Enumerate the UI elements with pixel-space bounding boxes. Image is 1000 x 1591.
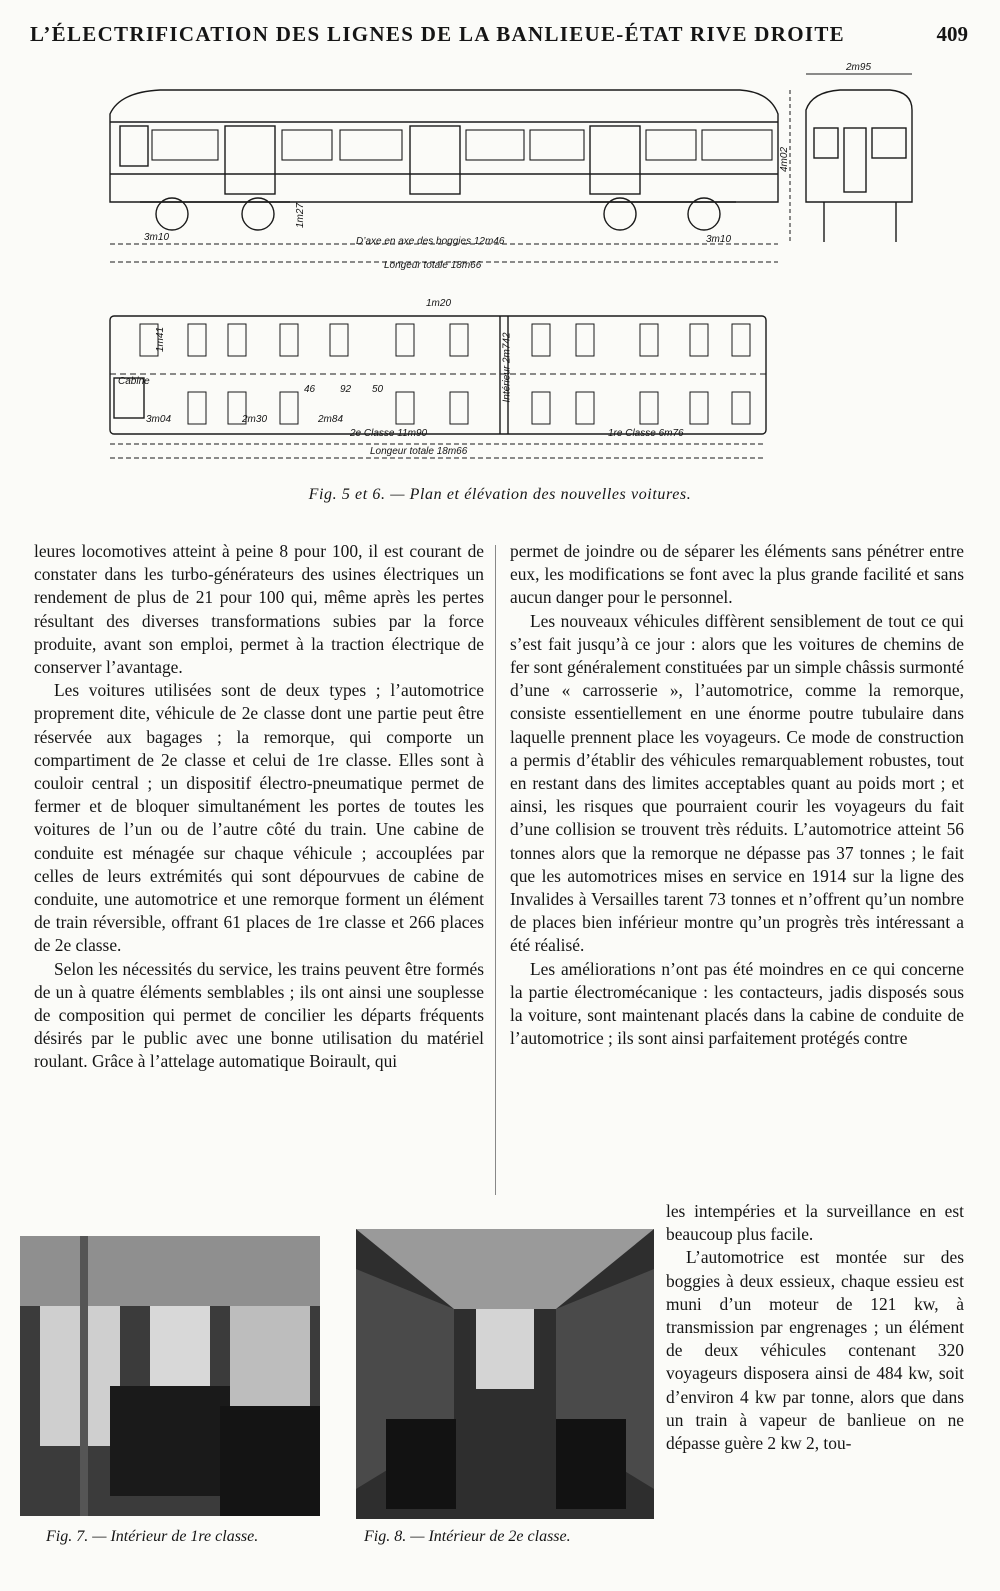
running-header: [30, 22, 968, 54]
dim-partition: Intérieur 2m742: [501, 332, 513, 403]
photo-first-class-interior: [20, 1236, 320, 1516]
dim-width-end: 2m95: [846, 62, 872, 73]
photo-second-class-interior: [356, 1229, 654, 1519]
dim-overhang-left: 3m10: [144, 232, 170, 243]
dim-overhang-right: 3m10: [706, 234, 732, 245]
paragraph: Les améliorations n’ont pas été moindres en ce qui concerne la partie électromécanique : les contacteurs, jadis disposés sous la voiture, sont maintenant placés dans la cabine de conduite de l’automotrice ; ils sont ainsi parfaitement protégés contre: [510, 958, 964, 1049]
dim-height: 4m02: [779, 146, 791, 173]
column-divider: [495, 545, 496, 1195]
dim-total-plan: Longeur totale 18m66: [370, 446, 468, 457]
right-column: [510, 540, 964, 1050]
left-column: [34, 540, 484, 1074]
paragraph: Selon les nécessités du service, les trains peuvent être formés de un à quatre éléments semblables ; ils ont ainsi une souplesse de composition qui permet de concilier les départs fréquents désirés par le public avec une bonne utilisation du matériel roulant. Grâce à l’attelage automatique Boirault, qui: [34, 958, 484, 1072]
dim-seat-a: 46: [304, 384, 316, 395]
paragraph: les intempéries et la surveillance en est beaucoup plus facile.: [666, 1201, 964, 1245]
dim-seat-c: 50: [372, 384, 384, 395]
dim-second-class: 2e Classe 11m90: [350, 428, 428, 439]
paragraph: Les nouveaux véhicules diffèrent sensiblement de tout ce qui s’est fait jusqu’à ce jour : alors que les voitures de chemins de fer sont généralement constituées par un simple châssis surmonté d’une « carrosserie », l’automotrice, comme la remorque, consiste essentiellement en une énorme poutre tubulaire dans laquelle prennent place les voyageurs. Ce mode de construction a permis d’établir des véhicules remarquablement robustes, tout en restant dans des limites acceptables quant au poids mort ; et ainsi, les risques que pourraient courir les voyageurs du fait d’une collision se trouvent très réduits. L’automotrice atteint 56 tonnes alors que la remorque ne dépasse pas 37 tonnes ; le fait que les automotrices mises en service en 1914 sur la ligne des Invalides à Versailles tarent 73 tonnes et n’offrent qu’un nombre de places bien inférieur montre qu’un progrès très intéressant a été réalisé.: [510, 610, 964, 956]
paragraph: permet de joindre ou de séparer les éléments sans pénétrer entre eux, les modifications se font avec la plus grande facilité et sans aucun danger pour le personnel.: [510, 541, 964, 608]
dim-seat-b: 92: [340, 384, 352, 395]
dim-bogie-centres: D’axe en axe des boggies 12m46: [356, 236, 505, 247]
paragraph: leures locomotives atteint à peine 8 pour 100, il est courant de constater dans les turbo-générateurs des usines électriques un rendement de plus de 21 pour 100 qui, même après les pertes résultant des diverses transformations subies par la force produite, avant son emploi, permet à la traction électrique de conserver l’avantage.: [34, 541, 484, 678]
dim-seat-depth: 1m41: [155, 326, 167, 353]
dim-plan-b: 2m84: [318, 414, 344, 425]
fig8-caption: Fig. 8. — Intérieur de 2e classe.: [364, 1528, 571, 1545]
dim-plan-a: 2m30: [242, 414, 268, 425]
dim-aisle: 1m20: [426, 298, 452, 309]
dim-total-elevation: Longeur totale 18m66: [384, 260, 482, 271]
technical-drawing: [100, 62, 930, 474]
paragraph: Les voitures utilisées sont de deux types ; l’automotrice proprement dite, véhicule de 2e classe dont une partie peut être réservée aux bagages ; la remorque, qui comporte un compartiment de 2e classe et celui de 1re classe. Elles sont à couloir central ; un dispositif électro-pneumatique permet de fermer et de bloquer simultanément les portes de toutes les voitures de l’un ou de l’autre côté du train. Une cabine de conduite est ménagée sur chaque véhicule ; accouplées par celles de leurs extrémités qui sont dépourvues de cabine de conduite, une automotrice et une remorque forment un élément de train réversible, offrant 61 places de 1re classe et 266 places de 2e classe.: [34, 680, 484, 956]
fig7-caption: Fig. 7. — Intérieur de 1re classe.: [46, 1528, 259, 1545]
running-title: L’ÉLECTRIFICATION DES LIGNES DE LA BANLIEUE-ÉTAT RIVE DROITE: [30, 22, 845, 46]
dim-plan-left: 3m04: [146, 414, 172, 425]
page-number: 409: [936, 22, 968, 46]
figure-caption: Fig. 5 et 6. — Plan et élévation des nouvelles voitures.: [308, 486, 692, 503]
dim-first-class: 1re Classe 6m76: [608, 428, 684, 439]
dim-underframe: 1m27: [295, 202, 307, 229]
narrow-column: [666, 1200, 964, 1455]
dim-cabin: Cabine: [118, 376, 150, 387]
paragraph: L’automotrice est montée sur des boggies à deux essieux, chaque essieu est muni d’un moteur de 121 kw, à transmission par engrenages ; un élément de deux véhicules contenant 320 voyageurs disposera ainsi de 484 kw, soit d’environ 4 kw par tonne, alors que dans un train à vapeur de banlieue on ne dépasse guère 2 kw 2, tou-: [666, 1247, 964, 1454]
